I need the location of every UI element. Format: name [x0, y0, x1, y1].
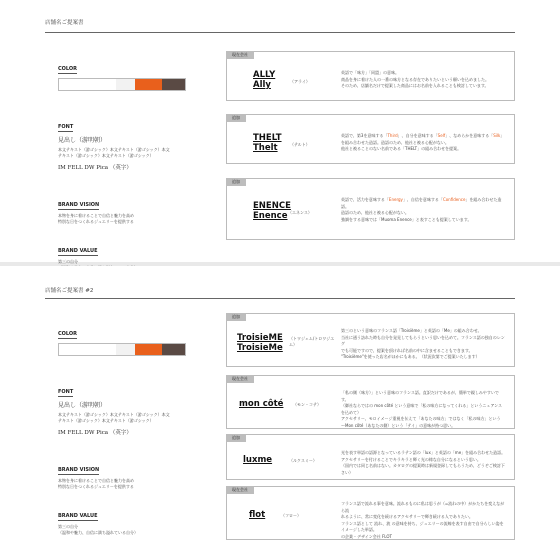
- name-card-troisieme: [226, 313, 515, 367]
- font-body-sample-2: テキスト（游ゴシック）本文テキスト（游ゴシック）: [58, 418, 154, 423]
- desc-line: を組み合わせた造語。造語のため、他社と被る心配がない。: [341, 139, 449, 145]
- desc-line: の企業・デザイン会社 FLOT: [341, 533, 392, 539]
- desc-line: れるように、常に変化を続けるアクセサリーで輝き続ける人でありたい。: [341, 514, 473, 519]
- font-heading-sample: 見出し（游明朝）: [58, 137, 107, 144]
- brand-vision-label: BRAND VISION: [58, 467, 100, 473]
- desc-line: アクセサリー、モロイメージ重視を伝えて「あなたの味方」ではなく「私の味方」という: [341, 416, 501, 421]
- name-card-ally: [226, 51, 515, 101]
- card-reading: （エネンス）: [288, 210, 312, 215]
- card-name-upper: luxme: [243, 455, 273, 465]
- font-body-sample-2: テキスト（游ゴシック）本文テキスト（游ゴシック）: [58, 153, 154, 158]
- card-reading: （フロー）: [281, 513, 301, 518]
- font-label: FONT: [58, 124, 74, 130]
- brand-value-line-1: 第三の自分: [58, 524, 78, 529]
- desc-line: 〜Mon côté（あなたの側）という「テイ」の意味が持つ思い。: [341, 422, 456, 428]
- color-label: COLOR: [58, 331, 78, 337]
- card-name: [253, 133, 282, 153]
- brand-vision-line-2: 特別な日をつくれるジュエリーを提供する: [58, 484, 134, 489]
- font-heading-sample: 見出し（游明朝）: [58, 402, 107, 409]
- card-reading: （モン・コテ）: [293, 402, 321, 407]
- card-reading: （アライ）: [290, 79, 310, 84]
- card-name-upper: THELT: [253, 133, 282, 143]
- swatch-light-gray: [116, 79, 135, 90]
- card-name-lower: Ally: [253, 80, 271, 90]
- card-description: [341, 390, 506, 429]
- brand-vision-line-2: 特別な日をつくれるジュエリーを提供する: [58, 219, 134, 224]
- card-name: [253, 201, 291, 221]
- brand-vision-label: BRAND VISION: [58, 202, 100, 208]
- desc-line: アクセサリーを付けることでキラキラと輝く光の様な自分になるという思い。: [341, 456, 481, 462]
- desc-line: （御社ならではの mon côté という意味で「私の味方になってくれる」というニュアンスを込めて）: [341, 403, 503, 415]
- desc-line: 他社と被ることのない名前である「THELT」の組み合わせを提案。: [341, 146, 462, 151]
- font-english-sample: IM FELL DW Pica （英字）: [58, 430, 132, 436]
- desc-line: 第三のという意味のフランス語「Troisième」と英語の「Me」の組み合わせ。: [341, 328, 482, 333]
- page-title: 店舗名ご提案書 #2: [45, 288, 94, 294]
- card-name-lower: TroisieMe: [237, 343, 283, 353]
- swatch-brown: [162, 79, 185, 90]
- proposal-page-2: [0, 266, 560, 560]
- card-tag: 追加: [226, 313, 246, 321]
- font-label: FONT: [58, 389, 74, 395]
- font-body-sample-1: 本文テキスト（游ゴシック）本文テキスト（游ゴシック）本文: [58, 412, 170, 417]
- desc-line: 強調をする意味では「Muoma Enence」と表すことも提案しています。: [341, 216, 472, 222]
- desc-line: フランス語で流れる事を意味。流れるものに私は思うが（=流れの中）がかたちを変えながら流: [341, 501, 505, 513]
- card-tag: 追加: [226, 178, 246, 186]
- card-name: [249, 510, 265, 520]
- card-reading: （トワジェム/トロワジエム）: [289, 336, 335, 347]
- card-tag: 現在会社: [226, 51, 254, 59]
- card-name-lower: Enence: [253, 211, 288, 221]
- page-title: 店舗名ご提案書: [45, 20, 84, 26]
- name-card-thelt: [226, 114, 515, 164]
- card-description: [341, 197, 506, 223]
- swatch-white: [59, 344, 116, 355]
- desc-line: 造語のため、他社と被る心配がない。: [341, 210, 409, 215]
- brand-value-line-1: 第三の自分: [58, 259, 78, 264]
- brand-value-line-2: （温和や魅力、自信に満ち溢れている自分）: [58, 530, 138, 535]
- card-reading: （ルクスミー）: [289, 458, 317, 463]
- color-palette: [58, 78, 186, 91]
- card-name-upper: mon côté: [239, 399, 284, 409]
- swatch-light-gray: [116, 344, 135, 355]
- card-name-upper: TroisieME: [237, 333, 283, 343]
- swatch-orange: [135, 344, 163, 355]
- swatch-orange: [135, 79, 163, 90]
- desc-line: 英語で、活力を意味する「Energy」、自信を意味する「Confidence」を組み合わせた造語。: [341, 197, 502, 209]
- card-description: [341, 133, 506, 153]
- card-name: [239, 399, 283, 409]
- title-divider: [45, 298, 515, 299]
- card-name-upper: ENENCE: [253, 201, 291, 211]
- desc-line: 「私の側（味方）」という意味のフランス語。直訳だけであるが、簡単で親しみやすいです。: [341, 390, 499, 402]
- card-name: [243, 455, 272, 465]
- card-name: [253, 70, 275, 90]
- swatch-white: [59, 79, 116, 90]
- swatch-brown: [162, 344, 185, 355]
- name-card-enence: [226, 178, 515, 240]
- title-divider: [45, 32, 515, 33]
- card-tag: 追加: [226, 434, 246, 442]
- desc-line: フランス語として 流れ、波 の意味を持ち、ジュエリーの流線を表す自由で自分らしい姿をイメージした単語。: [341, 520, 504, 532]
- color-label: COLOR: [58, 66, 78, 72]
- card-name-upper: flot: [249, 510, 266, 520]
- brand-value-label: BRAND VALUE: [58, 513, 98, 519]
- card-name-upper: ALLY: [253, 70, 276, 80]
- card-reading: （テルト）: [290, 142, 310, 147]
- card-description: [341, 501, 506, 540]
- proposal-page-1: [0, 0, 560, 262]
- card-description: [341, 70, 506, 90]
- desc-line: そのため、店舗名だけで提案した商品にはお名前を入れることも検討しています。: [341, 83, 489, 88]
- desc-line: （国内では同じ名前はない。カタログの提案時は新規登録してもらうため、どうぞご検討下さい）: [341, 463, 505, 475]
- desc-line: 光を表す単語の語源となっているラテン語の「lux」と英語の「me」を組み合わせた造語。: [341, 450, 506, 455]
- card-tag: 追加: [226, 114, 246, 122]
- style-sidebar: [58, 55, 188, 271]
- desc-line: "Troisième"を使った店名がほかにもある。（状況次第でご提案いたします）: [341, 354, 480, 359]
- brand-vision-line-1: 本物を身に着けることで自信と魅力を高め: [58, 213, 134, 218]
- name-card-flot: [226, 486, 515, 540]
- desc-line: 英語で、第3を意味する「Third」、自分を意味する「Self」、なめらかを意味する「Silk」: [341, 133, 505, 138]
- desc-line: 英語で「味方」「同盟」の意味。: [341, 70, 399, 75]
- name-card-luxme: [226, 434, 515, 480]
- style-sidebar: [58, 320, 188, 536]
- card-name: [237, 333, 283, 353]
- brand-vision-line-1: 本物を身に着けることで自信と魅力を高め: [58, 478, 134, 483]
- font-body-sample-1: 本文テキスト（游ゴシック）本文テキスト（游ゴシック）本文: [58, 147, 170, 152]
- name-card-mon-cote: [226, 375, 515, 429]
- card-tag: 現在会社: [226, 486, 254, 494]
- desc-line: 商品を身に着けた人の一番の味方となる存在でありたいという願いを込めました。: [341, 76, 489, 82]
- card-name-lower: Thelt: [253, 143, 278, 153]
- brand-value-label: BRAND VALUE: [58, 248, 98, 254]
- card-description: [341, 450, 506, 476]
- card-tag: 現在会社: [226, 375, 254, 383]
- font-english-sample: IM FELL DW Pica （英字）: [58, 165, 132, 171]
- desc-line: でも可能ですので、提案を頂ければ名前の中に含ませることもできます。: [341, 347, 473, 353]
- color-palette: [58, 343, 186, 356]
- desc-line: 当社に通う訪れた時も自分を発見してもらうという思いを込めて。フランス語の独自のレング: [341, 334, 505, 346]
- card-description: [341, 328, 506, 361]
